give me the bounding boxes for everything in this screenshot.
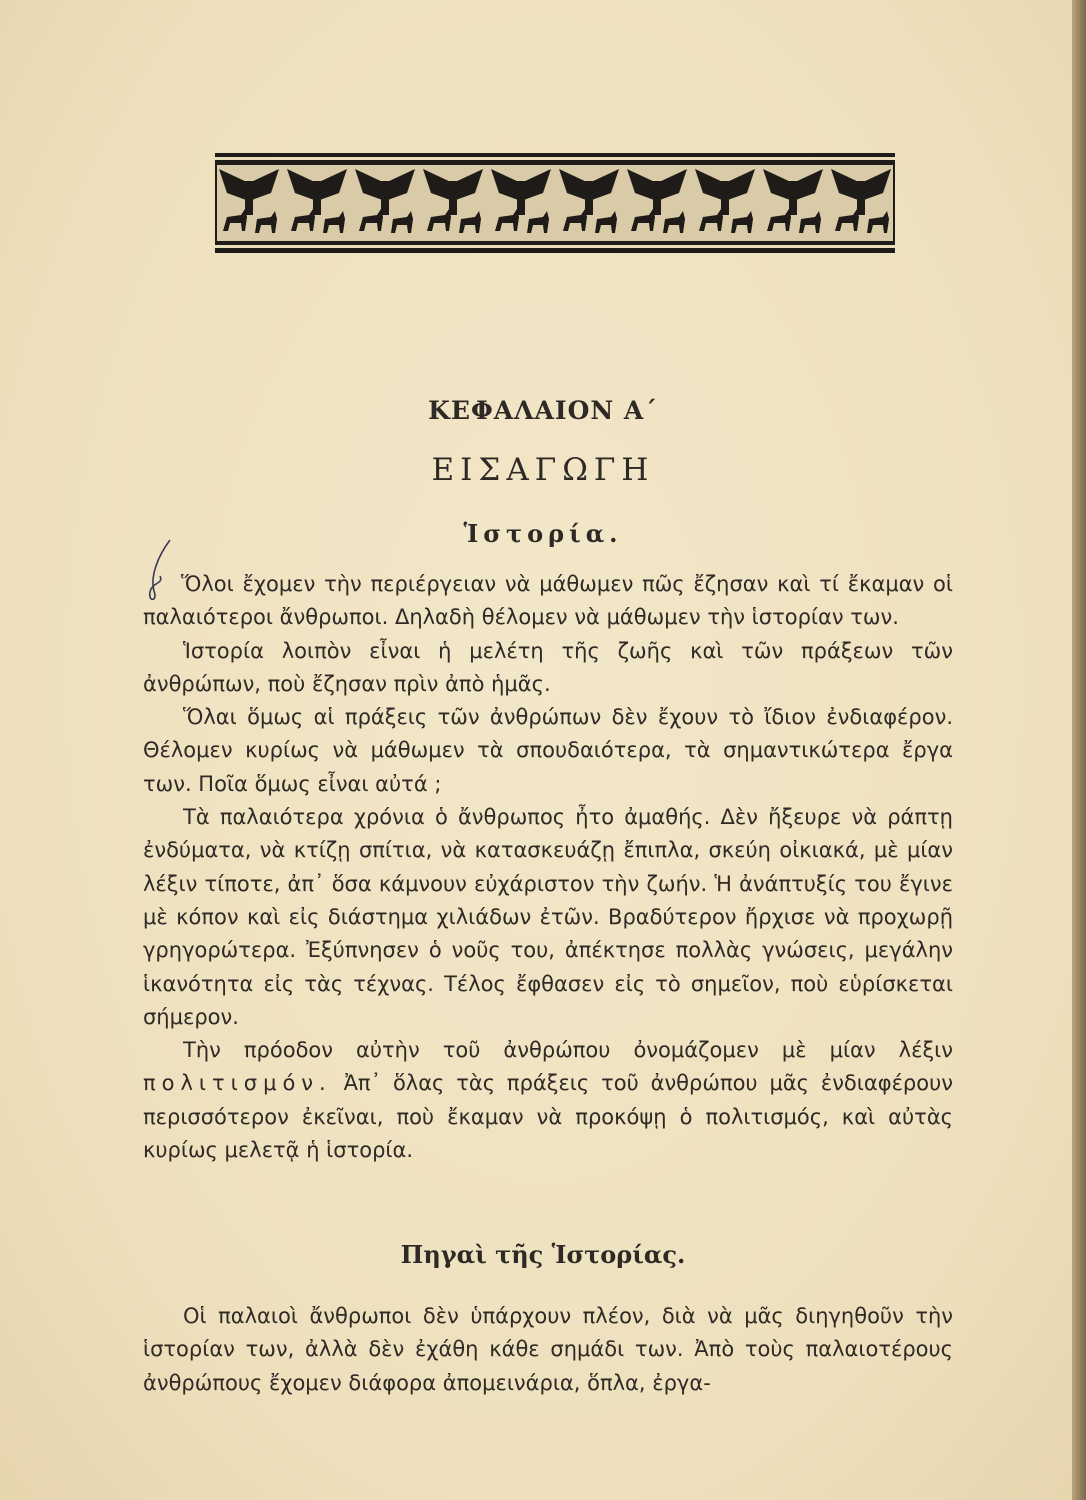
paragraph-text: Ἀπ᾿ ὅλας τὰς πράξεις τοῦ ἀνθρώπου μᾶς ἐνδιαφέρουν περισσότερον ἐκεῖναι, ποὺ ἔκαμαν νὰ προκόψῃ ὁ πολιτισμός, καὶ αὐτὰς κυρίως μελετᾷ ἡ ἱστορία. xyxy=(143,1071,953,1163)
emphasized-word: πολιτισμόν. xyxy=(143,1071,332,1096)
section-sources-text xyxy=(143,1300,953,1400)
decorative-frieze-image xyxy=(215,153,895,253)
paragraph: Ἱστορία λοιπὸν εἶναι ἡ μελέτη τῆς ζωῆς καὶ τῶν πράξεων τῶν ἀνθρώπων, ποὺ ἔζησαν πρὶν ἀπὸ ἡμᾶς. xyxy=(143,638,953,696)
paragraph: Ὅλοι ἔχομεν τὴν περιέργειαν νὰ μάθωμεν πῶς ἔζησαν καὶ τί ἔκαμαν οἱ παλαιότεροι ἄνθρωποι. Δηλαδὴ θέλομεν νὰ μάθωμεν τὴν ἱστορίαν των. xyxy=(143,572,953,630)
paragraph: Οἱ παλαιοὶ ἄνθρωποι δὲν ὑπάρχουν πλέον, διὰ νὰ μᾶς διηγηθοῦν τὴν ἱστορίαν των, ἀλλὰ δὲν ἐχάθη κάθε σημάδι των. Ἀπὸ τοὺς παλαιοτέρους ἀνθρώπους ἔχομεν διάφορα ἀπομεινάρια, ὅπλα, ἐργα- xyxy=(143,1304,953,1395)
paragraph-text: Τὴν πρόοδον αὐτὴν τοῦ ἀνθρώπου ὀνομάζομεν μὲ μίαν λέξιν xyxy=(183,1038,953,1063)
paragraph: Ὅλαι ὅμως αἱ πράξεις τῶν ἀνθρώπων δὲν ἔχουν τὸ ἴδιον ἐνδιαφέρον. Θέλομεν κυρίως νὰ μάθωμεν τὰ σπουδαιότερα, τὰ σημαντικώτερα ἔργα των. Ποῖα ὅμως εἶναι αὐτά ; xyxy=(143,705,953,796)
chapter-title: ΕΙΣΑΓΩΓΗ xyxy=(431,452,655,488)
paragraph: Τὰ παλαιότερα χρόνια ὁ ἄνθρωπος ἦτο ἀμαθής. Δὲν ἤξευρε νὰ ράπτῃ ἐνδύματα, νὰ κτίζῃ σπίτια, νὰ κατασκευάζῃ ἔπιπλα, σκεύη οἰκιακά, μὲ μίαν λέξιν τίποτε, ἀπ᾿ ὅσα κάμνουν εὐχάριστον τὴν ζωήν. Ἡ ἀνάπτυξίς του ἔγινε μὲ κόπον καὶ εἰς διάστημα χιλιάδων ἐτῶν. Βραδύτερον ἤρχισε νὰ προχωρῇ γρηγορώτερα. Ἐξύπνησεν ὁ νοῦς του, ἀπέκτησε πολλὰς γνώσεις, μεγάλην ἱκανότητα εἰς τὰς τέχνας. Τέλος ἔφθασεν εἰς τὸ σημεῖον, ποὺ εὑρίσκεται σήμερον. xyxy=(143,805,953,1029)
section-heading-sources: Πηγαὶ τῆς Ἱστορίας. xyxy=(400,1240,686,1269)
section-history-text xyxy=(143,568,953,1167)
section-heading-history: Ἱστορία. xyxy=(463,519,623,548)
paragraph xyxy=(143,1034,953,1167)
chapter-heading: ΚΕΦΑΛΑΙΟΝ Α΄ xyxy=(428,396,658,425)
